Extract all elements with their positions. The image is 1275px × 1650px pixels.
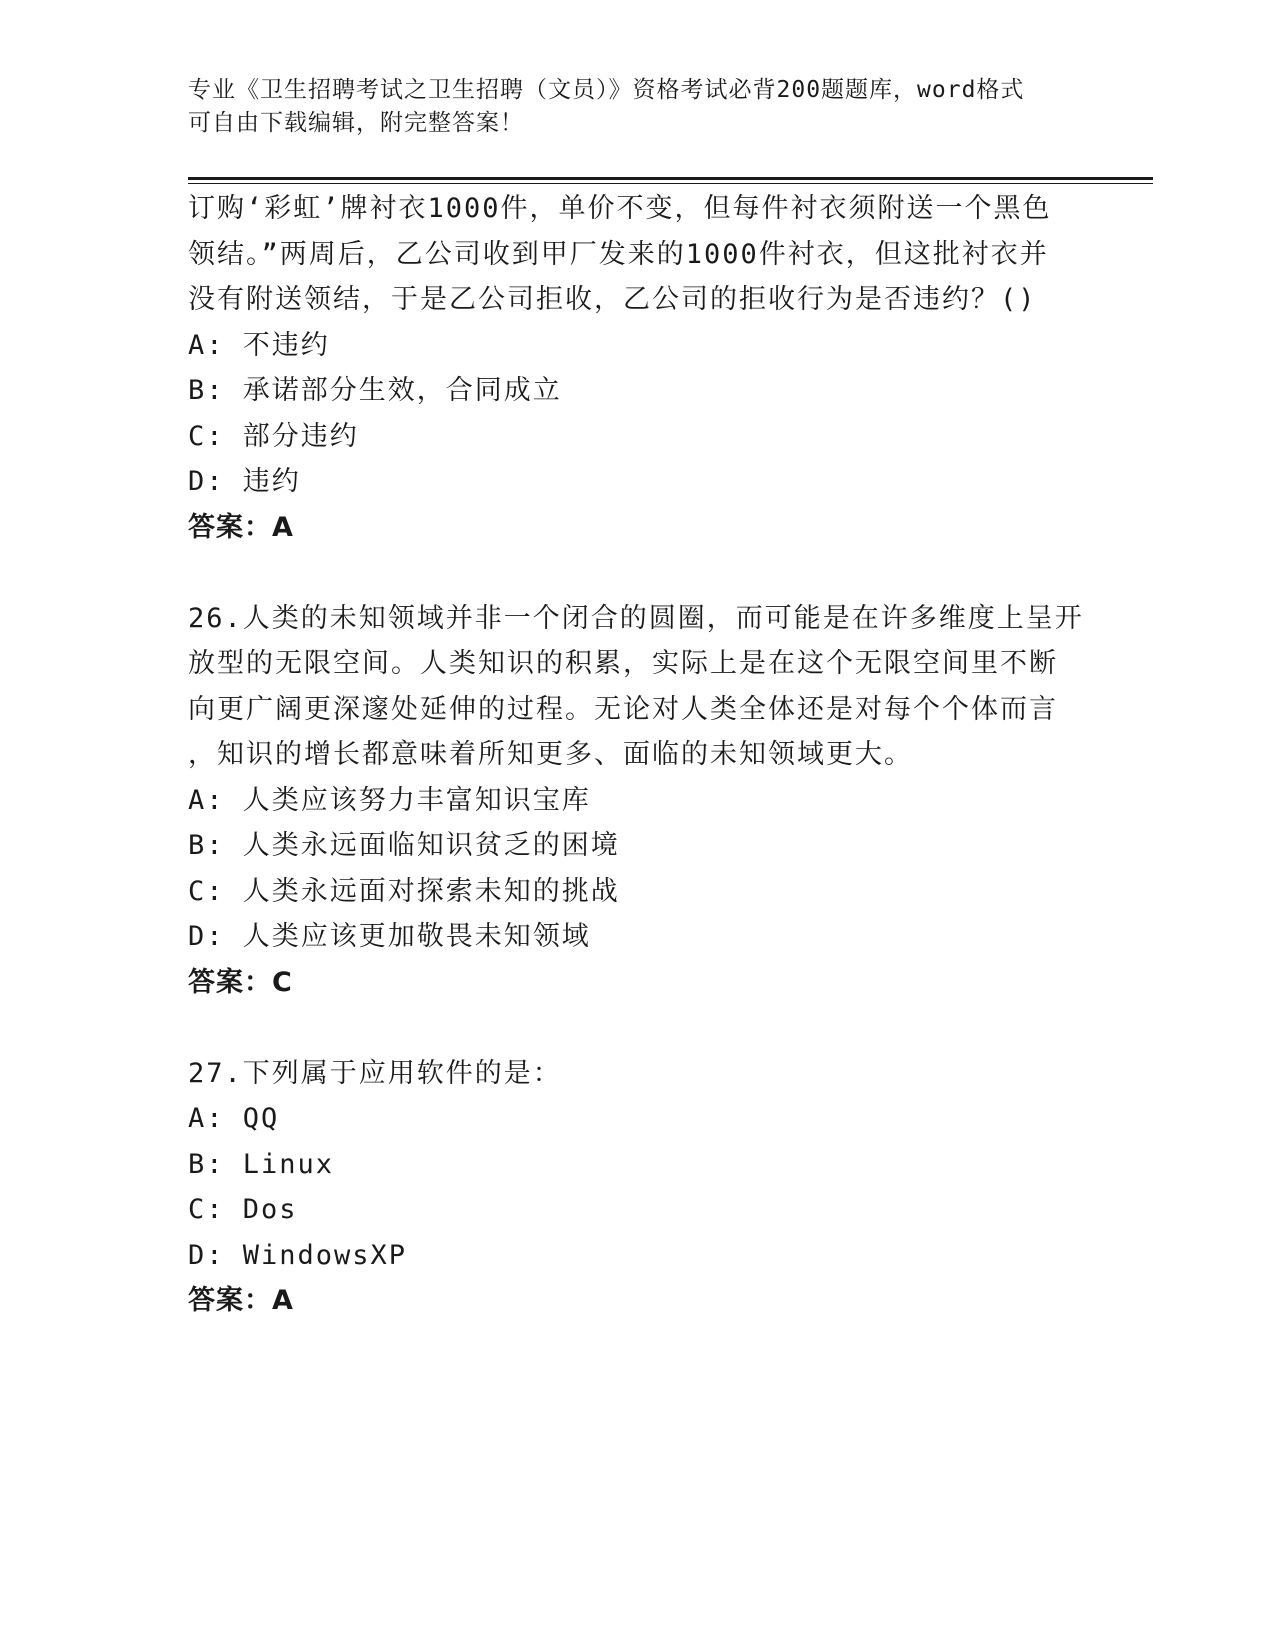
question-stem-line: 订购‘彩虹’牌衬衣1000件，单价不变，但每件衬衣须附送一个黑色 [188, 193, 1052, 224]
question-spacer [188, 1005, 1088, 1051]
document-header [188, 74, 1088, 140]
question-stem-line: 领结。”两周后，乙公司收到甲厂发来的1000件衬衣，但这批衬衣并 [188, 238, 1049, 270]
question-stem-line: 26.人类的未知领域并非一个闭合的圆圈，而可能是在许多维度上呈开 [188, 602, 1084, 634]
question-list [188, 186, 1088, 1324]
answer-label: 答案：C [188, 966, 293, 998]
option-a: A: QQ [188, 1103, 280, 1134]
option-c: C: Dos [188, 1194, 298, 1225]
question-25 [188, 186, 1088, 550]
question-stem-line: 向更广阔更深邃处延伸的过程。无论对人类全体还是对每个个体而言 [188, 693, 1058, 725]
option-c: C: 部分违约 [188, 420, 359, 452]
header-divider-thick [188, 177, 1153, 180]
option-d: D: 违约 [188, 466, 301, 497]
option-a: A: 不违约 [188, 329, 330, 361]
option-c: C: 人类永远面对探索未知的挑战 [188, 875, 620, 907]
header-line-2: 可自由下载编辑，附完整答案！ [188, 110, 524, 136]
option-a: A: 人类应该努力丰富知识宝库 [188, 784, 591, 816]
header-line-1: 专业《卫生招聘考试之卫生招聘（文员）》资格考试必背200题题库，word格式 [188, 77, 1025, 103]
question-26 [188, 596, 1088, 1006]
answer-label: 答案：A [188, 1285, 294, 1316]
question-stem-line: ，知识的增长都意味着所知更多、面临的未知领域更大。 [188, 739, 913, 770]
question-27 [188, 1051, 1088, 1324]
option-b: B: Linux [188, 1148, 335, 1180]
option-b: B: 人类永远面临知识贫乏的困境 [188, 830, 620, 861]
option-b: B: 承诺部分生效，合同成立 [188, 375, 562, 406]
option-d: D: 人类应该更加敬畏未知领域 [188, 921, 591, 952]
answer-label: 答案：A [188, 511, 294, 543]
header-divider-thin [188, 183, 1153, 184]
question-stem-line: 没有附送领结，于是乙公司拒收，乙公司的拒收行为是否违约？() [188, 284, 1037, 315]
question-spacer [188, 550, 1088, 596]
option-d: D: WindowsXP [188, 1239, 408, 1271]
question-stem-line: 放型的无限空间。人类知识的积累，实际上是在这个无限空间里不断 [188, 648, 1058, 679]
question-stem-line: 27.下列属于应用软件的是： [188, 1057, 562, 1089]
